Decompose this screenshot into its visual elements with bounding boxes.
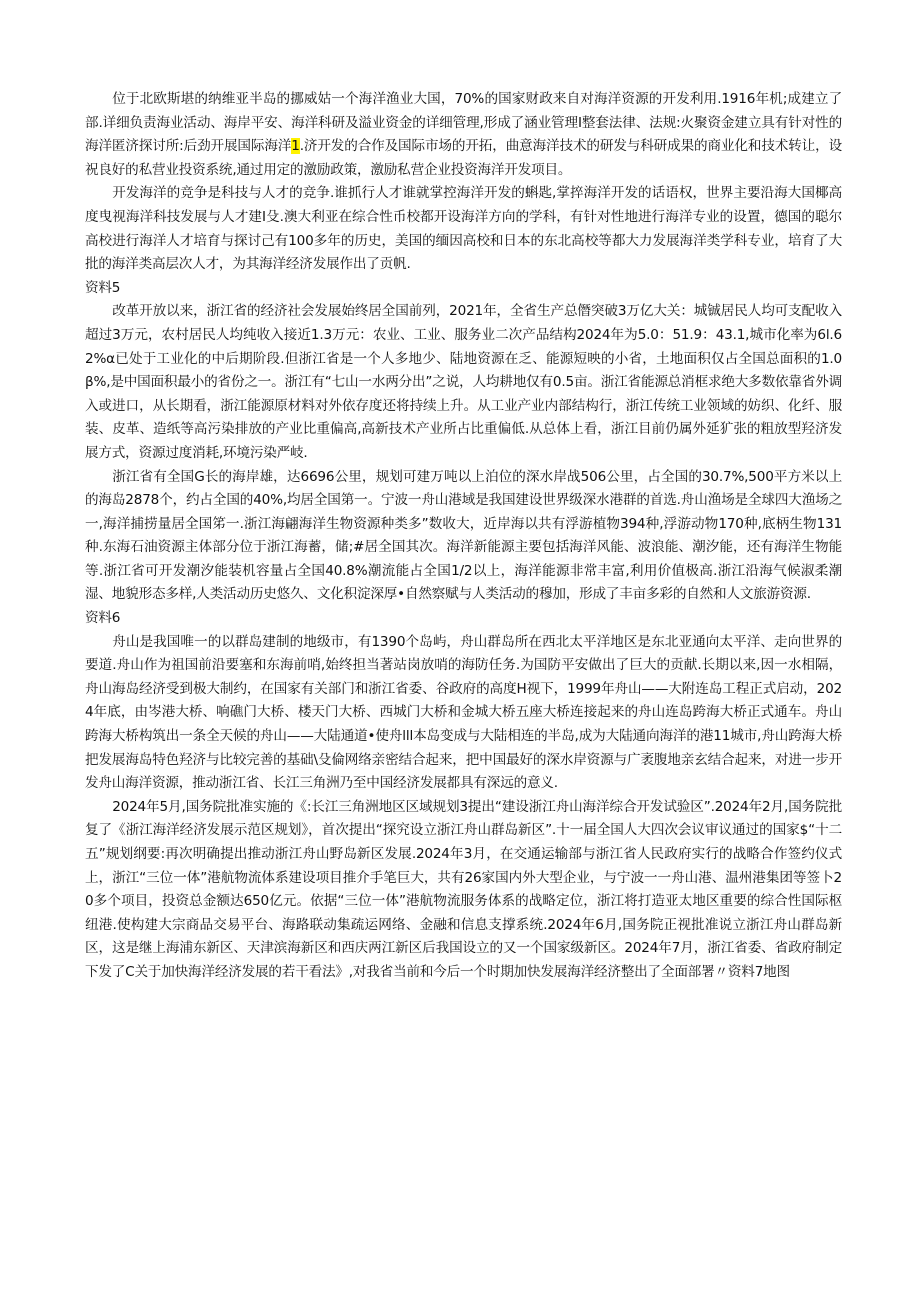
paragraph-norway-text-2: .济开发的合作及国际市场的开拓，曲意海洋技术的研发与科研成果的商业化和技术转让，设祝良好的私营业投资系统,通过用定的激励政策，激励私营企业投资海洋开发项目。 bbox=[85, 138, 842, 178]
paragraph-zhejiang-economy: 改革开放以来，浙江省的经济社会发展始终居全国前列，2021年，全省生产总僭突破3万亿大关：城铖居民人均可支配收入超过3万元，农村居民人均纯收入接近1.3万元：农业、工业、服务业二次产品结构2024年为5.0：51.9：43.1,城市化率为6l.62%α已处于工业化的中后期阶段.但浙江省是一个人多地少、陆地资源在乏、能源短映的小省，土地面积仅占全国总面积的1.0β%,是中国面积最小的省份之一。浙江有“七山一水两分出”之说，人均耕地仅有0.5亩。浙江省能源总消框求绝大多数依靠省外调入或进口，从长期看，浙江能源原材料对外依存度还将持续上升。从工业产业内部结构行，浙江传统工业领域的妨织、化纤、服装、皮革、造纸等高污染排放的产业比重偏高,高新技术产业所占比重偏低.从总体上看，浙江目前仍属外延犷张的粗放型羟济发展方式，资源过度消耗,环境污染严岐. bbox=[85, 303, 842, 461]
document-body bbox=[85, 88, 842, 985]
section-heading-5: 资料5 bbox=[85, 279, 121, 296]
paragraph-norway bbox=[85, 88, 842, 182]
highlighted-text: 1 bbox=[291, 138, 300, 155]
section-heading-6: 资料6 bbox=[85, 610, 121, 627]
paragraph-zhoushan: 舟山是我国唯一的以群岛建制的地级市，有1390个岛屿，舟山群岛所在西北太平洋地区是东北亚通向太平洋、走向世界的要道.舟山作为祖国前沿要塞和东海前哨,始终担当著站岗放哨的海防任务.为国防平安做出了巨大的贡献.长期以来,因一水相隔，舟山海岛经济受到极大制约，在国家有关部门和浙江省委、谷政府的高度H视下，1999年舟山——大附连岛工程正式启动，2024年底，由岑港大桥、响礁门大桥、楼天门大桥、西城门大桥和金城大桥五座大桥连接起来的舟山连岛跨海大桥正式通车。舟山跨海大桥构筑出一条全天候的舟山——大陆通道•使舟lll本岛变成与大陆相连的半岛,成为大陆通向海洋的港11城市,舟山跨海大桥把发展海岛特色羟济与比较完善的基础\殳倫网络亲密结合起来，把中国最好的深水岸资源与广袤腹地亲玄结合起来，对进一步开发舟山海洋资源，推动浙江省、长江三角洲乃至中国经济发展都具有深远的意义. bbox=[85, 633, 842, 792]
paragraph-zhejiang-coast: 浙江省有全国G长的海岸雄，达6696公里，规划可建万吨以上泊位的深水岸战506公里，占全国的30.7%,500平方米以上的海岛2878个，约占全国的40%,均居全国第一。宁波一舟山港域是我国建设世界级深水港群的首选.舟山渔场是全球四大渔场之一,海洋捕捞量居全国笫一.浙江海翩海洋生物资源种类多”数收大，近岸海以共有浮游植物394种,浮游动物170种,底柄生物131种.东海石油资源主体部分位于浙江海蓄，储;#居全国其次。海洋新能源主要包括海洋风能、波浪能、潮汐能，还有海洋生物能等.浙江省可开发潮汐能装机容量占全国40.8%潮流能占全国1/2以上，海洋能源非常丰富,利用价值极高.浙江沿海气候淑柔潮湿、地貌形态多样,人类活动历史悠久、文化积淀深厚•自然察赋与人类活动的穆加，形成了丰亩多彩的自然和人文旅游资源. bbox=[85, 468, 842, 603]
paragraph-policy: 2024年5月,国务院批准实施的《:长江三角洲地区区域规划3提出“建设浙江舟山海洋综合开发试验区”.2024年2月,国务院批复了《浙江海洋经济发展示范区规划》，首次提出“探究设立浙江舟山群岛新区”.十一届全国人大四次会议审议通过的国家$“十二五”规划纲要:再次明确提出推动浙江舟山野岛新区发展.2024年3月，在交通运输部与浙江省人民政府实行的战略合作签约仪式上，浙江“三位一体”港航物流体系建设项目推介手笔巨大，共有26家国内外大型企业，与宁波一一舟山港、温州港集团等签卜20多个项目，投资总金额达650亿元。依据“三位一体”港航物流服务体系的战略定位，浙江将打造亚太地区重要的综合性国际枢纽港.使构建大宗商品交易平台、海路联动集疏运网络、金融和信息支撑系统.2024年6月,国务院正视批准说立浙江舟山群岛新区，这是继上海浦东新区、天津滨海新区和西庆两江新区后我国设立的又一个国家级新区。2024年7月，浙江省委、省政府制定下发了C关于加快海洋经济发展的若干看法》,对我省当前和今后一个时期加快发展海洋经济整出了全面部署〃资料7地图 bbox=[85, 798, 842, 980]
paragraph-norway-text-1: 位于北欧斯堪的纳维亚半岛的挪威姑一个海洋渔业大国，70%的国家财政来自对海洋资源的开发利用.1916年机;成建立了部.详细负责海业活动、海岸平安、海洋科研及溢业资金的详细管理,形成了涵业管理I整套法律、法规:火聚资金建立具有针对性的海洋匿济探讨所:后劲开展国际海洋 bbox=[85, 91, 842, 155]
paragraph-talent: 开发海洋的竞争是科技与人才的竞争.谁抓行人才谁就掌控海洋开发的蝌匙,掌捽海洋开发的话语权，世界主要沿海大国椰高度曳视海洋科技发展与人才建I殳.澳大利亚在综合性币校都开设海洋方向的学科，有针对性地进行海洋专业的设置，德国的聪尔高校进行海洋人才培育与探讨己有100多年的历史，美国的缅因高校和日本的东北高校等都大力发展海洋类学科专业，培育了大批的海洋类高层次人才，为其海洋经济发展作出了贡帆. bbox=[85, 185, 842, 273]
